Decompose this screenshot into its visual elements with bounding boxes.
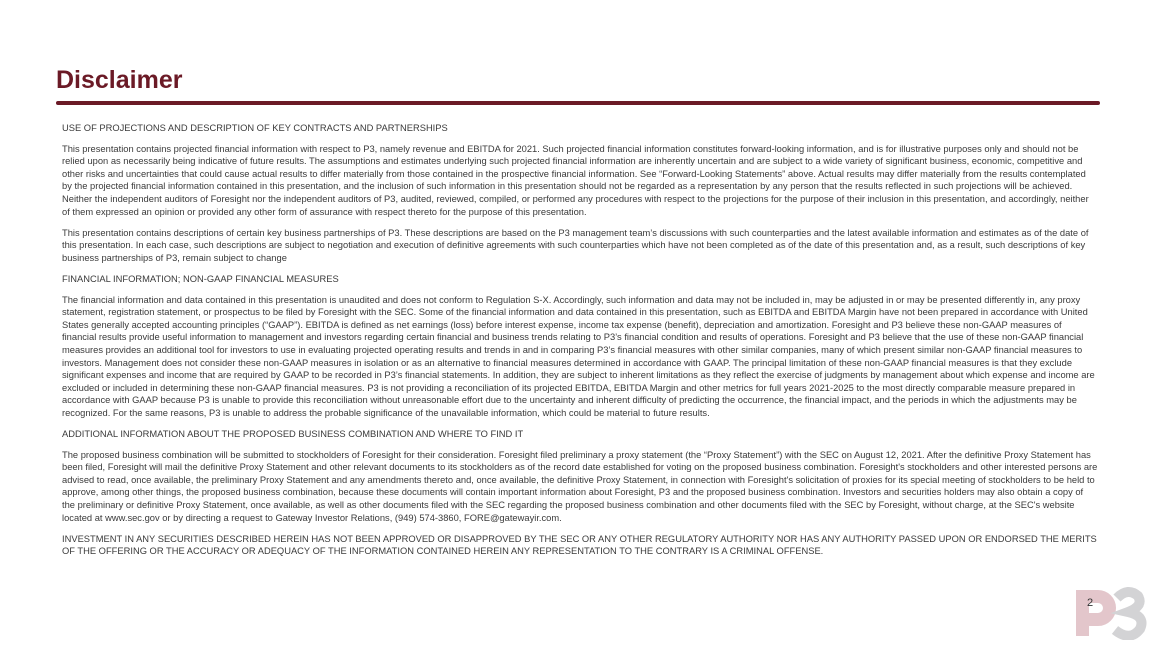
- section-heading: USE OF PROJECTIONS AND DESCRIPTION OF KEY CONTRACTS AND PARTNERSHIPS: [62, 123, 448, 133]
- paragraph: The financial information and data contained in this presentation is unaudited and does not conform to Regulation S-X. Accordingly, such information and data may not be included in, may be adjusted in or may be presented differently in, any proxy statement, registration statement, or prospectus to be filed by Foresight with the SEC. Some of the financial information and data contained in this presentation, such as EBITDA and EBITDA Margin have not been prepared in accordance with United States generally accepted accounting principles (“GAAP”). EBITDA is defined as net earnings (loss) before interest expense, income tax expense (benefit), depreciation and amortization. Foresight and P3 believe these non-GAAP measures of financial results provide useful information to management and investors regarding certain financial and business trends relating to P3’s financial condition and results of operations. Foresight and P3 believe that the use of these non-GAAP financial measures provides an additional tool for investors to use in evaluating projected operating results and trends in and in comparing P3’s financial measures with other similar companies, many of which present similar non-GAAP financial measures to investors. Management does not consider these non-GAAP measures in isolation or as an alternative to financial measures determined in accordance with GAAP. The principal limitation of these non-GAAP financial measures is that they exclude significant expenses and income that are required by GAAP to be recorded in P3’s financial statements. In addition, they are subject to inherent limitations as they reflect the exercise of judgments by management about which expense and income are excluded or included in determining these non-GAAP financial measures. P3 is not providing a reconciliation of its projected EBITDA, EBITDA Margin and other metrics for full years 2021-2025 to the most directly comparable measure prepared in accordance with GAAP because P3 is unable to provide this reconciliation without unreasonable effort due to the uncertainty and inherent difficulty of predicting the occurrence, the financial impact, and the periods in which the adjustments may be recognized. For the same reasons, P3 is unable to address the probable significance of the unavailable information, which could be material to future results.: [62, 294, 1095, 418]
- page-number: 2: [1087, 597, 1094, 609]
- p3-logo: [1070, 584, 1150, 640]
- disclaimer-body: [62, 122, 1098, 566]
- title-divider: [56, 101, 1100, 105]
- paragraph: This presentation contains descriptions of certain key business partnerships of P3. These descriptions are based on the P3 management team’s discussions with such counterparties and the latest available information and estimates as of the date of this presentation. In each case, such descriptions are subject to negotiation and execution of definitive agreements with such counterparties which have not been completed as of the date of this presentation and, as a result, such descriptions of key business partnerships of P3, remain subject to change: [62, 227, 1089, 263]
- paragraph: The proposed business combination will be submitted to stockholders of Foresight for their consideration. Foresight filed preliminary a proxy statement (the “Proxy Statement”) with the SEC on August 12, 2021. After the definitive Proxy Statement has been filed, Foresight will mail the definitive Proxy Statement and other relevant documents to its stockholders as of the record date established for voting on the proposed business combination. Foresight's stockholders and other interested persons are advised to read, once available, the preliminary Proxy Statement and any amendments thereto and, once available, the definitive Proxy Statement, in connection with Foresight's solicitation of proxies for its special meeting of stockholders to be held to approve, among other things, the proposed business combination, because these documents will contain important information about Foresight, P3 and the proposed business combination. Investors and securities holders may also obtain a copy of the preliminary or definitive Proxy Statement, once available, as well as other documents filed with the SEC regarding the proposed business combination and other documents filed with the SEC by Foresight, without charge, at the SEC's website located at www.sec.gov or by directing a request to Gateway Investor Relations, (949) 574-3860, FORE@gatewayir.com.: [62, 449, 1098, 523]
- section-heading: FINANCIAL INFORMATION; NON-GAAP FINANCIAL MEASURES: [62, 273, 339, 284]
- closing-statement: INVESTMENT IN ANY SECURITIES DESCRIBED HEREIN HAS NOT BEEN APPROVED OR DISAPPROVED BY THE SEC OR ANY OTHER REGULATORY AUTHORITY NOR HAS ANY AUTHORITY PASSED UPON OR ENDORSED THE MERITS OF THE OFFERING OR THE ACCURACY OR ADEQUACY OF THE INFORMATION CONTAINED HEREIN ANY REPRESENTATION TO THE CONTRARY IS A CRIMINAL OFFENSE.: [62, 533, 1097, 557]
- page-title: Disclaimer: [56, 66, 183, 94]
- section-heading: ADDITIONAL INFORMATION ABOUT THE PROPOSED BUSINESS COMBINATION AND WHERE TO FIND IT: [62, 428, 524, 439]
- logo-3: [1115, 592, 1142, 636]
- paragraph: This presentation contains projected financial information with respect to P3, namely revenue and EBITDA for 2021. Such projected financial information constitutes forward-looking information, and is for illustrative purposes only and should not be relied upon as necessarily being indicative of future results. The assumptions and estimates underlying such projected financial information are inherently uncertain and are subject to a wide variety of significant business, economic, competitive and other risks and uncertainties that could cause actual results to differ materially from those contained in the prospective financial information. See “Forward-Looking Statements” above. Actual results may differ materially from the results contemplated by the projected financial information contained in this presentation, and the inclusion of such information in this presentation should not be regarded as a representation by any person that the results reflected in such projections will be achieved. Neither the independent auditors of Foresight nor the independent auditors of P3, audited, reviewed, compiled, or performed any procedures with respect to the projections for the purpose of their inclusion in this presentation, and accordingly, neither of them expressed an opinion or provided any other form of assurance with respect thereto for the purpose of this presentation.: [62, 143, 1089, 217]
